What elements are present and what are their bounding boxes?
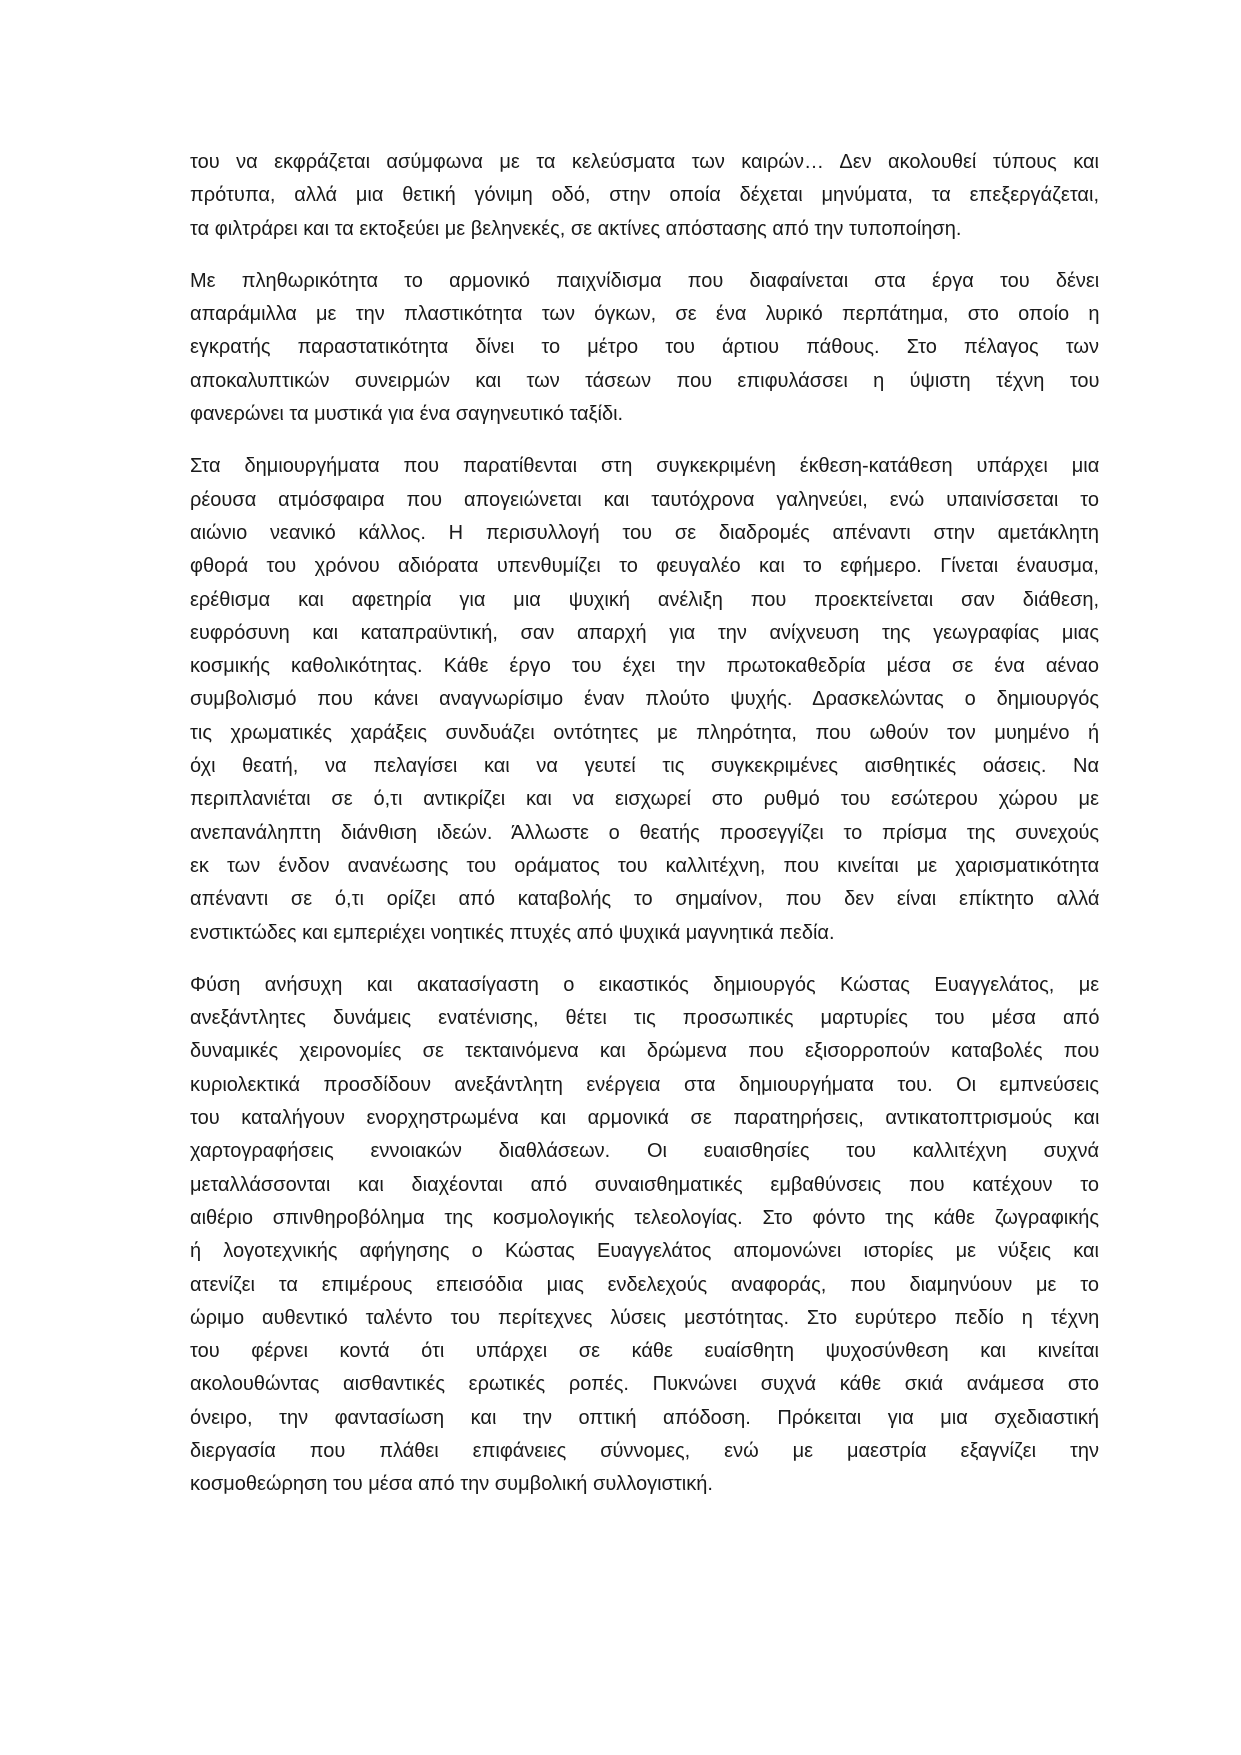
text-line: κοσμικής καθολικότητας. Κάθε έργο του έχει την πρωτοκαθεδρία μέσα σε ένα αέναο [190,655,1099,678]
text-line: Φύση ανήσυχη και ακατασίγαστη ο εικαστικός δημιουργός Κώστας Ευαγγελάτος, με [190,973,1100,996]
paragraph [190,265,1099,431]
paragraph [190,146,1099,246]
text-line: απαράμιλλα με την πλαστικότητα των όγκων, σε ένα λυρικό περπάτημα, στο οποίο η [190,303,1100,326]
text-line: ατενίζει τα επιμέρους επεισόδια μιας ενδελεχούς αναφοράς, που διαμηνύουν με το [190,1273,1099,1296]
paragraph [190,969,1099,1502]
text-line: συμβολισμό που κάνει αναγνωρίσιμο έναν πλούτο ψυχής. Δρασκελώντας ο δημιουργός [190,688,1099,711]
text-line: εγκρατής παραστατικότητα δίνει το μέτρο του άρτιου πάθους. Στο πέλαγος των [190,336,1099,359]
text-line: κοσμοθεώρηση του μέσα από την συμβολική συλλογιστική. [190,1473,713,1496]
text-line: όχι θεατή, να πελαγίσει και να γευτεί τις συγκεκριμένες αισθητικές οάσεις. Να [190,755,1100,778]
text-line: ανεξάντλητες δυνάμεις ενατένισης, θέτει τις προσωπικές μαρτυρίες του μέσα από [190,1007,1100,1030]
text-line: ή λογοτεχνικής αφήγησης ο Κώστας Ευαγγελάτος απομονώνει ιστορίες με νύξεις και [190,1240,1099,1263]
text-line: αποκαλυπτικών συνειρμών και των τάσεων που επιφυλάσσει η ύψιστη τέχνη του [190,369,1100,392]
text-line: δυναμικές χειρονομίες σε τεκταινόμενα και δρώμενα που εξισορροπούν καταβολές που [190,1040,1100,1063]
text-line: κυριολεκτικά προσδίδουν ανεξάντλητη ενέργεια στα δημιουργήματα του. Οι εμπνεύσεις [190,1073,1099,1096]
text-line: περιπλανιέται σε ό,τι αντικρίζει και να εισχωρεί στο ρυθμό του εσώτερου χώρου με [190,788,1099,811]
text-line: Στα δημιουργήματα που παρατίθενται στη συγκεκριμένη έκθεση-κατάθεση υπάρχει μια [190,455,1100,478]
text-line: διεργασία που πλάθει επιφάνειες σύννομες, ενώ με μαεστρία εξαγνίζει την [190,1439,1099,1462]
text-line: όνειρο, την φαντασίωση και την οπτική απόδοση. Πρόκειται για μια σχεδιαστική [190,1406,1099,1429]
text-line: ρέουσα ατμόσφαιρα που απογειώνεται και ταυτόχρονα γαληνεύει, ενώ υπαινίσσεται το [190,488,1099,511]
text-line: τις χρωματικές χαράξεις συνδυάζει οντότητες με πληρότητα, που ωθούν τον μυημένο ή [190,721,1100,744]
text-line: εκ των ένδον ανανέωσης του οράματος του καλλιτέχνη, που κινείται με χαρισματικότητα [190,854,1100,877]
text-line: φθορά του χρόνου αδιόρατα υπενθυμίζει το φευγαλέο και το εφήμερο. Γίνεται έναυσμα, [190,555,1099,578]
paragraph [190,450,1099,949]
text-line: ευφρόσυνη και καταπραϋντική, σαν απαρχή για την ανίχνευση της γεωγραφίας μιας [190,621,1099,644]
text-line: του καταλήγουν ενορχηστρωμένα και αρμονικά σε παρατηρήσεις, αντικατοπτρισμούς και [190,1107,1100,1130]
text-line: αιθέριο σπινθηροβόλημα της κοσμολογικής τελεολογίας. Στο φόντο της κάθε ζωγραφικής [190,1206,1099,1229]
text-line: του να εκφράζεται ασύμφωνα με τα κελεύσματα των καιρών… Δεν ακολουθεί τύπους και [190,151,1099,173]
text-line: τα φιλτράρει και τα εκτοξεύει με βεληνεκές, σε ακτίνες απόστασης από την τυποποίηση. [190,217,962,240]
text-line: ανεπανάληπτη διάνθιση ιδεών. Άλλωστε ο θεατής προσεγγίζει το πρίσμα της συνεχούς [190,821,1100,844]
text-line: χαρτογραφήσεις εννοιακών διαθλάσεων. Οι ευαισθησίες του καλλιτέχνη συχνά [190,1140,1099,1163]
text-line: αιώνιο νεανικό κάλλος. Η περισυλλογή του σε διαδρομές απέναντι στην αμετάκλητη [190,521,1099,544]
text-line: ακολουθώντας αισθαντικές ερωτικές ροπές. Πυκνώνει συχνά κάθε σκιά ανάμεσα στο [190,1373,1099,1396]
text-line: μεταλλάσσονται και διαχέονται από συναισθηματικές εμβαθύνσεις που κατέχουν το [190,1173,1099,1196]
text-line: ερέθισμα και αφετηρία για μια ψυχική ανέλιξη που προεκτείνεται σαν διάθεση, [190,588,1099,611]
body-text [190,146,1099,1521]
text-line: ενστικτώδες και εμπεριέχει νοητικές πτυχές από ψυχικά μαγνητικά πεδία. [190,921,835,944]
text-line: πρότυπα, αλλά μια θετική γόνιμη οδό, στην οποία δέχεται μηνύματα, τα επεξεργάζεται, [190,184,1099,207]
text-line: ώριμο αυθεντικό ταλέντο του περίτεχνες λύσεις μεστότητας. Στο ευρύτερο πεδίο η τέχνη [190,1306,1100,1329]
text-line: του φέρνει κοντά ότι υπάρχει σε κάθε ευαίσθητη ψυχοσύνθεση και κινείται [190,1340,1099,1363]
text-line: απέναντι σε ό,τι ορίζει από καταβολής το σημαίνον, που δεν είναι επίκτητο αλλά [190,888,1100,911]
text-line: φανερώνει τα μυστικά για ένα σαγηνευτικό ταξίδι. [190,403,624,426]
text-line: Με πληθωρικότητα το αρμονικό παιχνίδισμα που διαφαίνεται στα έργα του δένει [190,269,1100,292]
